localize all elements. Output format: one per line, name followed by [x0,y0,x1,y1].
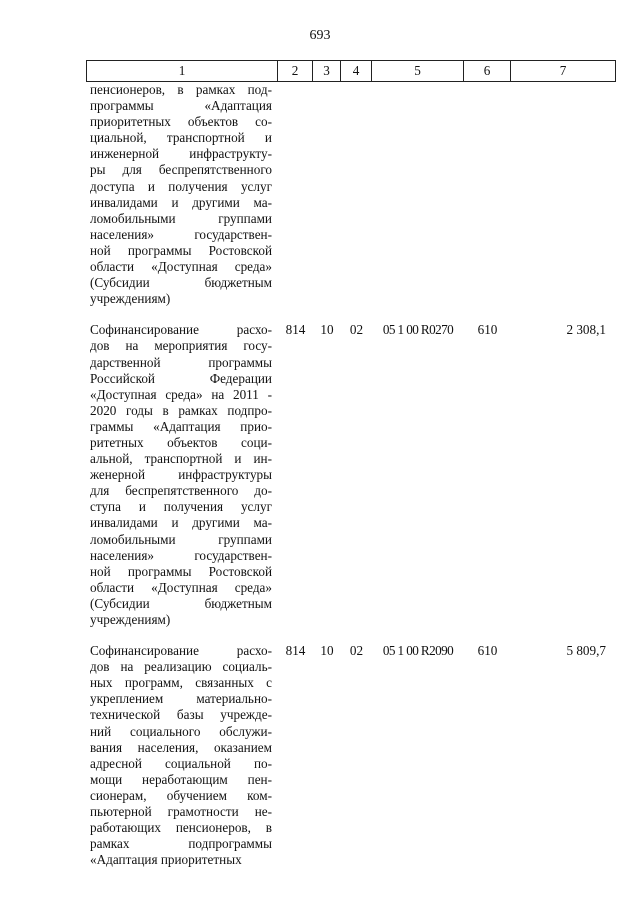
description-line: Софинансирование расхо- [90,322,272,338]
description-line: работающих пенсионеров, в [90,820,272,836]
description-line: дарственной программы [90,354,272,370]
description-line: населения» государствен- [90,547,272,563]
description-line: (Субсидии бюджетным [90,595,272,611]
description-line: ломобильными группами [90,210,272,226]
row-description [86,82,278,307]
expense-type-code: 610 [477,322,498,338]
description-line: ных программ, связанных с [90,675,272,691]
description-line: учреждениям) [90,612,171,627]
description-line: инженерной инфраструкту- [90,146,272,162]
description-line: ступа и получения услуг [90,499,272,515]
description-line: приоритетных объектов со- [90,114,272,130]
target-article-code [372,82,464,307]
description-line: ломобильными группами [90,531,272,547]
description-line: «Доступная среда» на 2011 - [90,386,272,402]
description-line: ной программы Ростовской [90,563,272,579]
subsection-code [341,82,372,307]
header-col-6: 6 [464,60,511,82]
description-line: области «Доступная среда» [90,259,272,275]
section-code [313,82,341,307]
table-body [86,82,616,868]
subsection-code: 02 [349,322,364,338]
expense-type-code: 610 [477,643,498,659]
description-line: области «Доступная среда» [90,579,272,595]
description-line: дов на мероприятия госу- [90,338,272,354]
header-col-4: 4 [341,60,372,82]
table-row [86,82,616,307]
target-article-code: 05 1 00 R2090 [382,643,454,659]
table-row [86,322,616,628]
page-number: 693 [309,28,331,43]
description-line: ной программы Ростовской [90,242,272,258]
subsection-code: 02 [349,643,364,659]
description-line: адресной социальной по- [90,755,272,771]
header-col-1: 1 [86,60,278,82]
description-line: женерной инфраструктуры [90,467,272,483]
description-line: доступа и получения услуг [90,178,272,194]
target-article-code: 05 1 00 R0270 [382,322,454,338]
description-line: учреждениям) [90,291,171,307]
description-line: для беспрепятственного до- [90,483,272,499]
description-line: рамках подпрограммы [90,836,272,852]
description-line: технической базы учрежде- [90,707,272,723]
ministry-code [278,82,313,307]
budget-table [86,60,616,868]
description-line: пенсионеров, в рамках под- [90,82,272,97]
row-description [86,643,278,868]
description-line: инвалидами и другими ма- [90,194,272,210]
header-col-5: 5 [372,60,464,82]
description-line: альной, транспортной и ин- [90,451,272,467]
description-line: вания населения, оказанием [90,739,272,755]
description-line: населения» государствен- [90,226,272,242]
description-line: «Адаптация приоритетных [90,852,242,868]
header-col-3: 3 [313,60,341,82]
description-line: граммы «Адаптация прио- [90,418,272,434]
row-description [86,322,278,628]
description-line: укреплением материально- [90,691,272,707]
ministry-code: 814 [285,643,306,659]
description-line: ры для беспрепятственного [90,162,272,178]
description-line: циальной, транспортной и [90,130,272,146]
ministry-code: 814 [285,322,306,338]
description-line: Софинансирование расхо- [90,643,272,659]
description-line: ний социального обслужи- [90,723,272,739]
amount [511,82,616,307]
description-line: мощи неработающим пен- [90,771,272,787]
description-line: программы «Адаптация [90,98,272,114]
expense-type-code [464,82,511,307]
description-line: Российской Федерации [90,370,272,386]
table-row [86,643,616,868]
amount: 2 308,1 [566,322,606,338]
description-line: 2020 годы в рамках подпро- [90,402,272,418]
description-line: (Субсидии бюджетным [90,275,272,291]
description-line: ритетных объектов соци- [90,434,272,450]
description-line: сионерам, обучением ком- [90,787,272,803]
amount: 5 809,7 [566,643,606,659]
description-line: инвалидами и другими ма- [90,515,272,531]
table-header [86,60,616,82]
header-col-7: 7 [511,60,616,82]
description-line: дов на реализацию социаль- [90,659,272,675]
description-line: пьютерной грамотности не- [90,804,272,820]
section-code: 10 [320,322,334,338]
section-code: 10 [320,643,334,659]
header-col-2: 2 [278,60,313,82]
